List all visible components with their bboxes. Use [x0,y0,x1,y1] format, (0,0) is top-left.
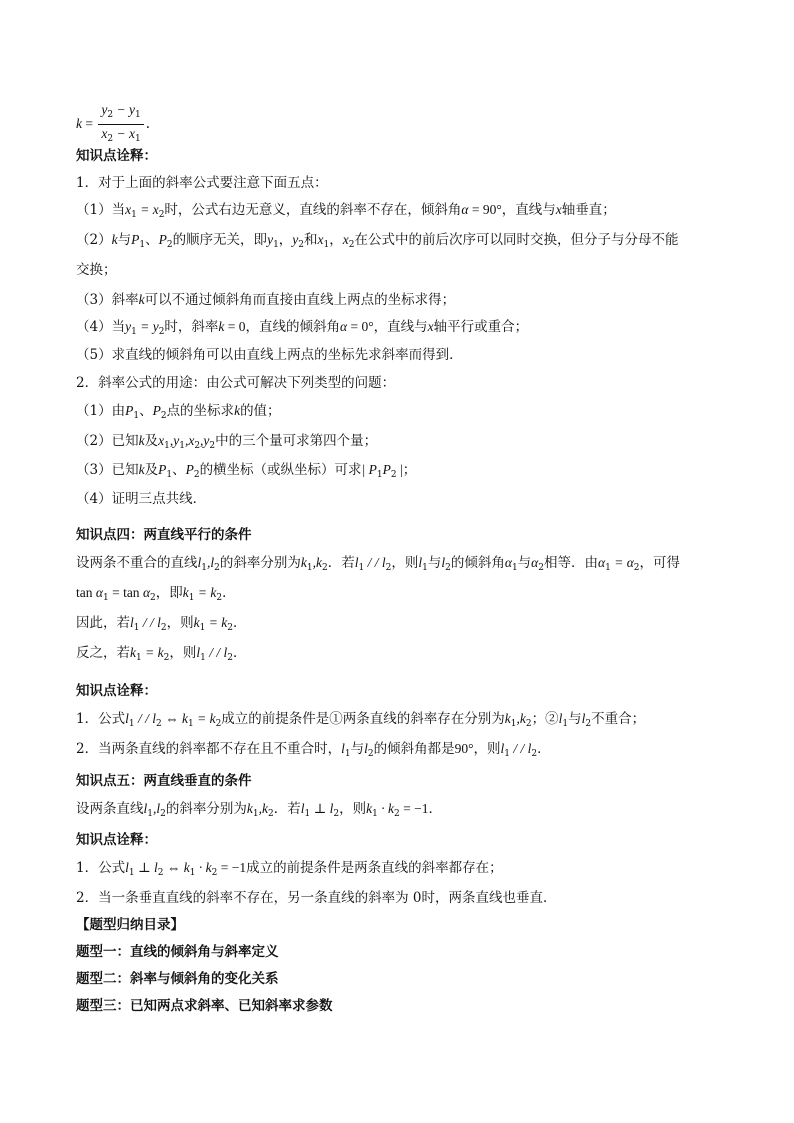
paragraph: 2．斜率公式的用途：由公式可解决下列类型的问题： [76,375,396,391]
section-heading: 知识点诠释： [76,832,157,848]
topic-item: 题型三：已知两点求斜率、已知斜率求参数 [76,998,333,1014]
slope-formula: k = $\frac{y_2 - y_1}{x_2 - x_1}$ . [76,101,150,148]
section-heading: 知识点诠释： [76,683,157,699]
topic-item: 题型二：斜率与倾斜角的变化关系 [76,971,279,987]
paragraph: （5）求直线的倾斜角可以由直线上两点的坐标先求斜率而得到． [76,347,463,363]
section-heading: 知识点四：两直线平行的条件 [76,527,252,543]
paragraph: （2）已知k及$x_1,y_1,x_2,y_2$中的三个量可求第四个量； [76,433,378,451]
paragraph: 交换； [76,262,117,278]
paragraph: （3）斜率k可以不通过倾斜角而直接由直线上两点的坐标求得； [76,292,456,308]
paragraph: 1．公式$l_1$ / / $l_2$ ⇔ $k_1 = k_2$成立的前提条件是①两条直线的斜率存在分别为$k_1,k_2$；$②l_1$与$l_2$不重合； [76,711,646,729]
paragraph: （2）k与$P_1$、$P_2$的顺序无关，即$y_1$，$y_2$和$x_1$，$x_2$在公式中的前后次序可以同时交换，但分子与分母不能 [76,232,679,250]
paragraph: 1．公式$l_1$ ⊥ $l_2$ ⇔ $k_1 \cdot k_2 = -1$成立的前提条件是两条直线的斜率都存在； [76,860,503,878]
paragraph: $\tan \alpha_1 = \tan \alpha_2$，即$k_1 = k_2$． [76,585,236,603]
paragraph: 因此，若$l_1$ / / $l_2$，则$k_1 = k_2$． [76,615,247,633]
paragraph: 设两条不重合的直线$l_1,l_2$的斜率分别为$k_1,k_2$．若$l_1$ / / $l_2$，则$l_1$与$l_2$的倾斜角$\alpha_1$与$\alpha_2$相等．由$\alpha_1 = \alpha_2$，可得 [76,555,681,573]
paragraph: 2．当一条垂直直线的斜率不存在，另一条直线的斜率为 0时，两条直线也垂直． [76,890,557,906]
section-heading: 知识点五：两直线垂直的条件 [76,773,252,789]
paragraph: （1）由$P_1$、$P_2$点的坐标求k的值； [76,403,281,421]
paragraph: （1）当$x_1 = x_2$时，公式右边无意义，直线的斜率不存在，倾斜角α = 90°，直线与x轴垂直； [76,202,616,220]
paragraph: 反之，若$k_1 = k_2$，则$l_1$ / / $l_2$． [76,645,247,663]
paragraph: （4）当$y_1 = y_2$时，斜率k = 0，直线的倾斜角α = 0°，直线与x轴平行或重合； [76,319,529,337]
section-heading: 知识点诠释： [76,148,157,164]
section-heading: 【题型归纳目录】 [76,917,184,933]
paragraph: （3）已知k及$P_1$、$P_2$的横坐标（或纵坐标）可求| $P_1P_2$ |； [76,462,417,480]
fraction: $\frac{y_2 - y_1}{x_2 - x_1}$ [98,101,143,148]
paragraph: 2．当两条直线的斜率都不存在且不重合时，$l_1$与$l_2$的倾斜角都是90°，则$l_1$ / / $l_2$． [76,741,551,759]
paragraph: （4）证明三点共线． [76,491,207,507]
paragraph: 1．对于上面的斜率公式要注意下面五点： [76,175,328,191]
paragraph: 设两条直线$l_1,l_2$的斜率分别为$k_1,k_2$．若$l_1$ ⊥ $l_2$，则$k_1 \cdot k_2 = -1$． [76,801,442,819]
topic-item: 题型一：直线的倾斜角与斜率定义 [76,944,279,960]
